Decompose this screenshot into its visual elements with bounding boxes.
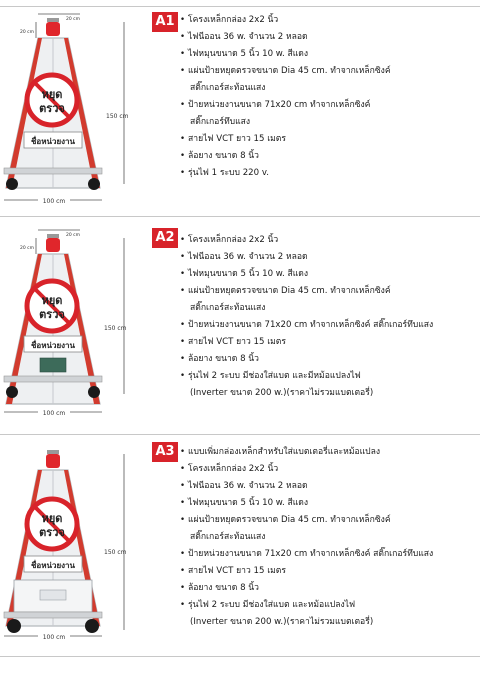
height-label: 150 cm (104, 325, 127, 332)
spec-item: • ป้ายหน่วยงานขนาด 71x20 cm ทำจากเหล็กซิงค์ สติ๊กเกอร์ทึบแสง (180, 317, 478, 334)
spec-item: • สายไฟ VCT ยาว 15 เมตร (180, 131, 478, 148)
spec-item: • ป้ายหน่วยงานขนาด 71x20 cm ทำจากเหล็กซิงค์ (180, 97, 478, 114)
beacon-base (47, 234, 59, 238)
spec-item-continued: (Inverter ขนาด 200 w.)(ราคาไม่รวมแบตเตอรี่) (190, 388, 374, 398)
wheel-right (88, 386, 100, 398)
spec-item: • แบบเพิ่มกล่องเหล็กสำหรับใส่แบตเตอรี่และหม้อแปลง (180, 444, 478, 461)
spec-item: • โครงเหล็กกล่อง 2x2 นิ้ว (180, 461, 478, 478)
beacon-base (47, 450, 59, 454)
spec-item: • ล้อยาง ขนาด 8 นิ้ว (180, 148, 478, 165)
sign-text-check: ตรวจ (39, 102, 65, 115)
wheel-left (6, 178, 18, 190)
product-panel-a2 (0, 224, 480, 430)
spec-list (180, 444, 478, 631)
sign-text-stop: หยุด (41, 512, 63, 525)
spec-item: • สายไฟ VCT ยาว 15 เมตร (180, 334, 478, 351)
wheel-right (88, 178, 100, 190)
wheel-right (85, 619, 99, 633)
sign-text-check: ตรวจ (39, 308, 65, 321)
top-dim-label: 20 cm (66, 233, 81, 238)
spec-item-continued: สติ๊กเกอร์ทึบแสง (190, 117, 251, 127)
spec-item: • ป้ายหน่วยงานขนาด 71x20 cm ทำจากเหล็กซิงค์ สติ๊กเกอร์ทึบแสง (180, 546, 478, 563)
frame-base (4, 612, 102, 618)
width-label: 100 cm (42, 410, 66, 417)
frame-base (4, 168, 102, 174)
spec-item: • ไฟนีออน 36 w. จำนวน 2 หลอด (180, 29, 478, 46)
top-dim-label: 20 cm (20, 30, 35, 35)
frame-base (4, 376, 102, 382)
agency-plate-text: ชื่อหน่วยงาน (30, 561, 76, 570)
spec-item: • ไฟหมุนขนาด 5 นิ้ว 10 w. สีแดง (180, 266, 478, 283)
height-label: 150 cm (106, 113, 129, 120)
beacon-light (46, 238, 60, 252)
spec-item: • แผ่นป้ายหยุดตรวจขนาด Dia 45 cm. ทำจากเหล็กซิงค์ (180, 283, 478, 300)
beacon-base (47, 18, 59, 22)
spec-item: • แผ่นป้ายหยุดตรวจขนาด Dia 45 cm. ทำจากเหล็กซิงค์ (180, 512, 478, 529)
agency-plate-text: ชื่อหน่วยงาน (30, 137, 76, 146)
wheel-left (7, 619, 21, 633)
width-label: 100 cm (42, 198, 66, 205)
panel-bottom-border (0, 656, 480, 657)
spec-item: • โครงเหล็กกล่อง 2x2 นิ้ว (180, 12, 478, 29)
product-drawing-a1 (0, 8, 150, 210)
spec-item: • ล้อยาง ขนาด 8 นิ้ว (180, 351, 478, 368)
spec-item: • ไฟนีออน 36 w. จำนวน 2 หลอด (180, 478, 478, 495)
product-code-badge: A3 (152, 442, 178, 462)
spec-list (180, 12, 478, 182)
spec-item: • ไฟนีออน 36 w. จำนวน 2 หลอด (180, 249, 478, 266)
spec-item: • แผ่นป้ายหยุดตรวจขนาด Dia 45 cm. ทำจากเหล็กซิงค์ (180, 63, 478, 80)
sign-text-check: ตรวจ (39, 526, 65, 539)
product-panel-a3 (0, 440, 480, 654)
spec-item-continued: สติ๊กเกอร์สะท้อนแสง (190, 83, 266, 93)
wheel-left (6, 386, 18, 398)
width-label: 100 cm (42, 634, 66, 641)
spec-item: • รุ่นไฟ 2 ระบบ มีช่องใส่แบต และมีหม้อแปลงไฟ (180, 368, 478, 385)
panel-divider (0, 434, 480, 435)
inverter-unit (40, 358, 66, 372)
spec-item: • รุ่นไฟ 2 ระบบ มีช่องใส่แบต และหม้อแปลงไฟ (180, 597, 478, 614)
height-label: 150 cm (104, 549, 127, 556)
top-dim-label: 20 cm (20, 246, 35, 251)
product-code-badge: A1 (152, 12, 178, 32)
sign-text-stop: หยุด (41, 88, 63, 101)
product-code-badge: A2 (152, 228, 178, 248)
spec-item: • ไฟหมุนขนาด 5 นิ้ว 10 w. สีแดง (180, 46, 478, 63)
panel-top-border (0, 6, 480, 7)
spec-item: • ไฟหมุนขนาด 5 นิ้ว 10 w. สีแดง (180, 495, 478, 512)
spec-item-continued: (Inverter ขนาด 200 w.)(ราคาไม่รวมแบตเตอรี่) (190, 617, 374, 627)
panel-divider (0, 216, 480, 217)
sign-text-stop: หยุด (41, 294, 63, 307)
spec-list (180, 232, 478, 402)
product-drawing-a2 (0, 224, 150, 430)
beacon-light (46, 454, 60, 468)
battery-box-door (40, 590, 66, 600)
spec-item: • สายไฟ VCT ยาว 15 เมตร (180, 563, 478, 580)
beacon-light (46, 22, 60, 36)
product-drawing-a3 (0, 440, 150, 654)
product-panel-a1 (0, 8, 480, 210)
spec-item: • โครงเหล็กกล่อง 2x2 นิ้ว (180, 232, 478, 249)
agency-plate-text: ชื่อหน่วยงาน (30, 341, 76, 350)
spec-item: • ล้อยาง ขนาด 8 นิ้ว (180, 580, 478, 597)
spec-item-continued: สติ๊กเกอร์สะท้อนแสง (190, 532, 266, 542)
spec-item: • รุ่นไฟ 1 ระบบ 220 v. (180, 165, 478, 182)
top-dim-label: 20 cm (66, 17, 81, 22)
spec-item-continued: สติ๊กเกอร์สะท้อนแสง (190, 303, 266, 313)
